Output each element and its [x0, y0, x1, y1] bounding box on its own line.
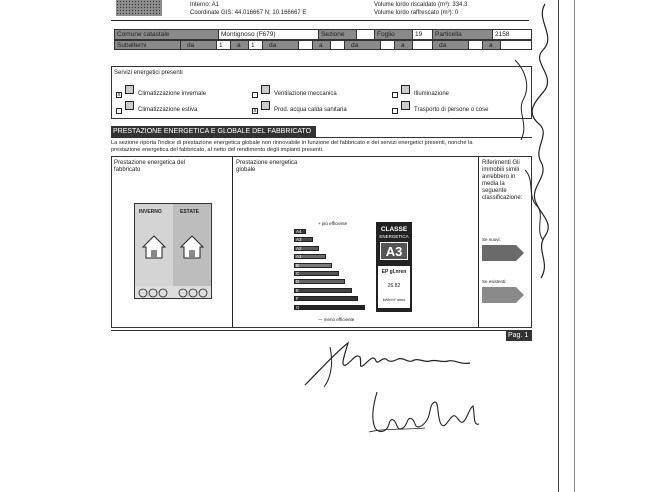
cooling-icon — [125, 101, 134, 110]
col3-title-line-5: seguente — [482, 188, 507, 194]
sub-cell-3 — [331, 41, 345, 49]
services-box — [111, 66, 532, 119]
building-performance-panel — [134, 203, 212, 299]
summer-house-icon — [179, 234, 205, 260]
ep-box — [378, 266, 410, 308]
signature-vertical — [505, 0, 563, 290]
service-checkbox-heating: x — [117, 92, 121, 98]
energy-class-bar-a4: A4 — [294, 229, 306, 234]
energy-class-bar-g: G — [294, 305, 365, 310]
section-title: PRESTAZIONE ENERGETICA E GLOBALE DEL FABBRICATO — [113, 128, 312, 135]
energy-class-bar-c: C — [294, 271, 339, 276]
ventilation-icon — [261, 85, 270, 94]
bottom-efficiency-label: meno efficiente — [323, 317, 355, 322]
service-checkbox-ventilation — [252, 92, 258, 98]
classe-value: A3 — [380, 242, 408, 260]
particella-value: 2158 — [495, 31, 510, 38]
sub-cell-2 — [299, 41, 313, 49]
sezione-label: Sezione — [319, 30, 357, 39]
col2-title-line-2: globale — [236, 167, 256, 173]
cadastre-row-2 — [114, 40, 532, 50]
cadastre-row-1 — [114, 29, 532, 40]
signature-main — [300, 335, 485, 390]
service-label-lighting: Illuminazione — [414, 91, 450, 97]
ep-value: 26.82 — [387, 283, 401, 289]
nuovi-label: Se nuovi: — [482, 237, 501, 242]
col3-title-line-1: Riferimenti Gli — [482, 160, 520, 166]
energy-class-bar-e: E — [294, 288, 352, 293]
service-checkbox-lighting — [392, 92, 398, 98]
sub-a-label-3: a — [395, 41, 413, 49]
sub-da-value: 1 — [217, 41, 231, 49]
inverno-label: INVERNO — [139, 209, 162, 215]
energy-class-bar-a1: A1 — [294, 254, 326, 259]
sub-da-label-2: da — [263, 41, 299, 49]
service-label-transport: Trasporto di persone o cose — [414, 107, 489, 113]
energy-class-bar-a3: A3 — [294, 237, 313, 242]
service-label-ventilation: Ventilazione meccanica — [274, 91, 337, 97]
signature-secondary — [365, 388, 485, 438]
sub-a-label-4: a — [483, 41, 501, 49]
col3-title-line-4: media la — [482, 181, 505, 187]
service-label-cooling: Climatizzazione estiva — [138, 107, 198, 113]
sub-cell-4 — [381, 41, 395, 49]
ep-label: EP gl,nren — [381, 269, 407, 275]
energy-class-card — [376, 222, 412, 312]
col3-title-line-2: immobili simili — [482, 167, 519, 173]
particella-label: Particella — [433, 30, 493, 39]
smiley-rating-icons — [137, 288, 211, 298]
column-divider-2 — [478, 157, 479, 327]
header-interno: Interno: A1 — [190, 2, 220, 8]
header-thumbnail — [116, 0, 162, 16]
energy-class-bar-d: D — [294, 279, 345, 284]
header-coords: Coordinate GIS: 44.016667 N; 10.166667 E — [190, 10, 307, 16]
lighting-icon — [401, 85, 410, 94]
top-efficiency-label: più efficiente — [321, 221, 348, 226]
classe-title: CLASSE — [380, 226, 408, 233]
col3-title-line-6: classificazione: — [482, 195, 523, 201]
sub-cell-5 — [413, 41, 433, 49]
sezione-value — [357, 30, 375, 39]
service-checkbox-transport — [392, 108, 398, 114]
section-intro-line-2: prestazione energetica del fabbricato, al netto del rendimento degli impianti presenti. — [111, 147, 324, 153]
plus-efficient-label: + più efficiente — [318, 221, 348, 226]
estate-label: ESTATE — [180, 209, 199, 215]
foglio-label: Foglio — [375, 30, 413, 39]
section-intro-line-1: La sezione riporta l'indice di prestazione energetica globale non rinnovabile in funzione del fabbricato e dei servizi energetici presenti, nonché la — [111, 140, 473, 146]
service-label-heating: Climatizzazione invernale — [138, 91, 207, 97]
esistenti-label: Se esistenti: — [482, 279, 507, 284]
header-divider — [111, 20, 529, 21]
hot-water-icon — [261, 101, 270, 110]
col3-title-line-3: avrebbero in — [482, 174, 516, 180]
comune-label: Comune catastale — [115, 30, 219, 39]
header-volume-heated: Volume lordo riscaldato (m³): 334.3 — [374, 2, 468, 8]
col1-title-line-1: Prestazione energetica del — [114, 160, 186, 166]
sub-da-label-3: da — [345, 41, 381, 49]
subalterni-label: Subalterni — [115, 41, 181, 49]
classe-subtitle: ENERGETICA — [379, 234, 409, 239]
sub-a-value: 1 — [249, 41, 263, 49]
foglio-value: 19 — [413, 30, 433, 39]
energy-class-bar-b: B — [294, 263, 332, 268]
section-title-underline — [111, 137, 532, 138]
col2-title-line-1: Prestazione energetica — [236, 160, 298, 166]
ep-unit: kWh/m² anno — [382, 298, 406, 302]
minus-efficient-label: — meno efficiente — [318, 317, 355, 322]
page-edge-line-2 — [574, 0, 575, 492]
col1-title-line-2: fabbricato — [114, 167, 141, 173]
energy-class-bar-f: F — [294, 296, 358, 301]
comune-value: Montignoso (F679) — [219, 30, 319, 39]
page-number: Pag. 1 — [508, 332, 529, 339]
sub-a-label: a — [231, 41, 249, 49]
column-divider-1 — [232, 157, 233, 327]
footer-line — [111, 330, 506, 331]
sub-cell-6 — [469, 41, 483, 49]
service-checkbox-cooling — [116, 108, 122, 114]
transport-icon — [401, 101, 410, 110]
service-label-hot-water: Prod. acqua calda sanitaria — [274, 107, 347, 113]
sub-da-label-4: da — [433, 41, 469, 49]
winter-house-icon — [141, 234, 167, 260]
header-volume-cooled: Volume lordo raffrescato (m³): 0 — [374, 10, 459, 16]
sub-a-label-2: a — [313, 41, 331, 49]
service-checkbox-hot-water: x — [253, 108, 257, 114]
sub-da-label: da — [181, 41, 217, 49]
performance-table — [111, 156, 532, 328]
services-title: Servizi energetici presenti — [114, 70, 183, 76]
heating-icon — [125, 85, 134, 94]
energy-class-bar-a2: A2 — [294, 246, 319, 251]
